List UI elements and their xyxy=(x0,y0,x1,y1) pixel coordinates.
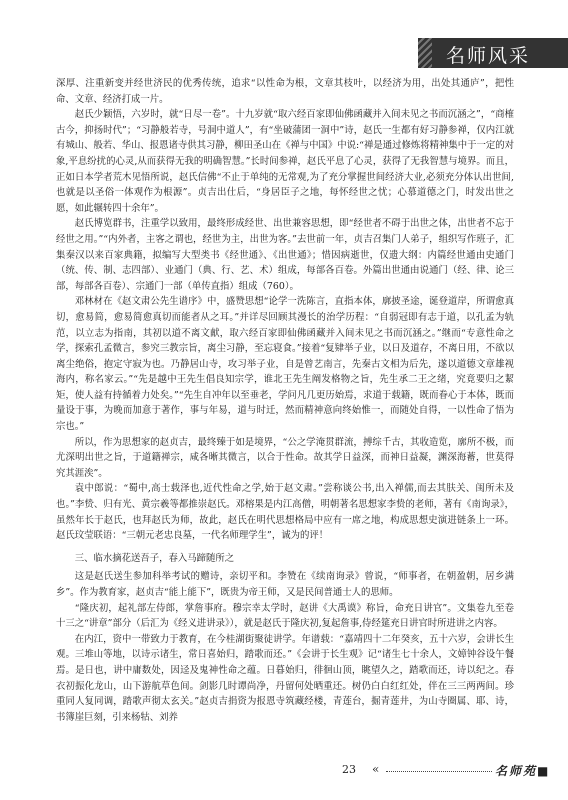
footer-brand xyxy=(495,762,550,779)
paragraph: 赵氏少颖悟，六岁时，就“日尽一卷”。十九岁就“取六经百家即仙佛函藏并入间未见之书而沉涵之”，“商榷古今，抑扬时代”；“习静般若寺，号洞中道人”，有“坐破蒲团一洞中”诗，赵氏一生都有好习静参禅，仅内江就有城山、般若、华山、报恩诸寺供其习静，柳田圣山在《禅与中国》中说:“禅是通过修炼将精神集中于一定的对象,平息纷扰的心灵,从而获得无我的明确智慧。”长时间参禅，赵氏平息了心灵，获得了无我智慧与境界。而且，正如日本学者荒木见悟所说，赵氏信佛“不止于单纯的无常观,为了充分掌握世间经济大业,必须充分体认出世间,也就是以圣俗一体观作为根源”。贞吉出仕后，“身居臣子之地，每怀经世之忧；心慕道德之门，时发出世之愿，如此辗转四十余年”。 xyxy=(56,109,514,214)
page-footer xyxy=(342,763,568,779)
paragraph: 所以，作为思想家的赵贞吉，最终臻于如是境界，“公之学淹贯群流，搏综千古，其收造览，廓所不极，而尤深明出世之旨，于道籍禅宗，咸各晰其微言，以合于性命。故其学日益深，而神日益凝，渊深海蓄，世莫得究其涯涘”。 xyxy=(56,436,514,479)
paragraph: “隆庆初，起礼部左侍郎，掌詹事府。穆宗幸太学时，赵讲《大禹谟》称旨，命充日讲官”。文集卷九至卷十三之“讲章”部分（后汇为《经义进讲录》），就是赵氏于隆庆初,复起詹事,侍经筵充日讲官时所进讲之内容。 xyxy=(56,602,514,630)
dotted-leader xyxy=(386,771,492,772)
column-title: 名师风采 xyxy=(446,45,531,67)
section-heading: 三、临水摘花送吾子，春入马蹄随所之 xyxy=(74,552,235,564)
double-arrow-icon: « xyxy=(372,762,380,776)
paragraph: 这是赵氏送生参加科举考试的赠诗，亲切平和。李赞在《续南询录》曾说，“师事者，在朝盈朝，居乡满乡”。作为教育家，赵贞吉“能上能下”，既贵为帝王师，又是民间普通士人的思师。 xyxy=(56,571,514,598)
paragraph: 邓林材在《赵文肃公先生谱序》中，盛赞思想“论学一洗陈言，直指本体，廓披圣途，诞登道岸，所谓愈真切，愈易简，愈易简愈真切而能者从之耳。”并详尽回顾其漫长的治学历程：“自弱冠即有志于道，以孔孟为轨范，以立志为指南，其初以道不离文献，取六经百家即仙佛函藏并入间未见之书而沉涵之。”继而“专意性命之学，探索孔孟微言，参究三教宗旨，离尘习静，至忘寝食。”接着“复肄举子业，以日及道存，不离日用，不欲以离尘绝俗，抱定守寂为也。乃静居山寺，攻习举子业，自是曾艺南言，先秦古文相为后先，遂以道德文章雄视海内，称名家云。”“先是越中王先生倡良知宗学，谁北王先生阐发格物之旨，先生承二王之绪，究竟要归之絜矩，使人益有持循着力处矣。”“先生自冲年以至垂老，学问凡几更历始焉，求道于载籍，既而眷心于本体，既而量设于事，为晚而加意于著作，事与年易，道与时迁，然而精神意向终始惟一，而随处自得，一以性命了悟为宗也。” xyxy=(56,296,514,433)
column-header-tab xyxy=(418,38,568,68)
paragraph: 赵氏博览群书，注重学以致用，最终形成经世、出世兼容思想，即“经世者不碍于出世之体，出世者不忘于经世之用。”“内外者，主客之谓也，经世为主，出世为客。”去世前一年，贞吉召集门人弟子，组织写作班子，汇集秦汉以来百家典籍，拟编写大型类书《经世通》、《出世通》；惜因病逝世，仅遗大纲：内篇经世通由史通门（统、传、制、志四部）、业通门（典、行、艺、术）组成，每部各百卷。外篇出世通由说通门（经、律、论三部，每部各百卷）、宗通门一部（单传直指）组成（760）。 xyxy=(56,218,514,292)
article-body xyxy=(56,76,514,725)
paragraph: 深厚、注重新变并经世济民的优秀传统，追求“以性命为根，文章其枝叶，以经济为用，出处其通庐”，把性命、文章、经济打成一片。 xyxy=(56,78,514,105)
footer-brand-text: 名师苑 xyxy=(495,764,538,778)
page-number: 23 xyxy=(342,763,356,776)
paragraph: 在内江，资中一带致力于教育，在今桂湖街聚徒讲学。年谱载：“嘉靖四十二年癸亥，五十六岁，会讲长生观。三堆山等地，以诗示诸生，常日喜始归，踏歌而还。”《会讲于长生观》记“诸生七十余人，文嫜钟谷设午餐焉。是日也，讲中庸数处，因迳及鬼神性命之蕴。日暮始归，徘徊山顶，眺望久之，踏歌而还，诗以纪之。春衣初振化龙山，山下游航草色间。剑影几时谭尚净，丹留何处晒重还。树仍白白红红处，伴在三三两两间。珍重同人复同调，踏歌声彻太玄关。”赵贞吉捐资为报恩寺筑藏经楼，青莲台，掘青莲井，为山寺圈属、耶、诗，书簿崖巨刻，引来杨牯、刘养 xyxy=(56,633,514,723)
paragraph: 袁中郎说：“蜀中,高士载泽也,近代性命之学,始于赵文肃。”尝称谈公书,出入禅儒,而去其肤关、闺所未及也。”李贽、归有光、黄宗羲等都推崇赵氏。邓榕果是内江高僧，明朝著名思想家李贽的老师，著有《南询录》，虽然年长于赵氏，也拜赵氏为师，故此，赵氏在明代思想格局中应有一席之地，构成思想史演进链条上一环。赵氏玟莹联语：“三朝元老忠良墓，一代名师理学生”，诚为的评！ xyxy=(56,483,514,542)
square-icon: ■ xyxy=(537,764,551,778)
header-stripe-decoration xyxy=(418,38,432,68)
